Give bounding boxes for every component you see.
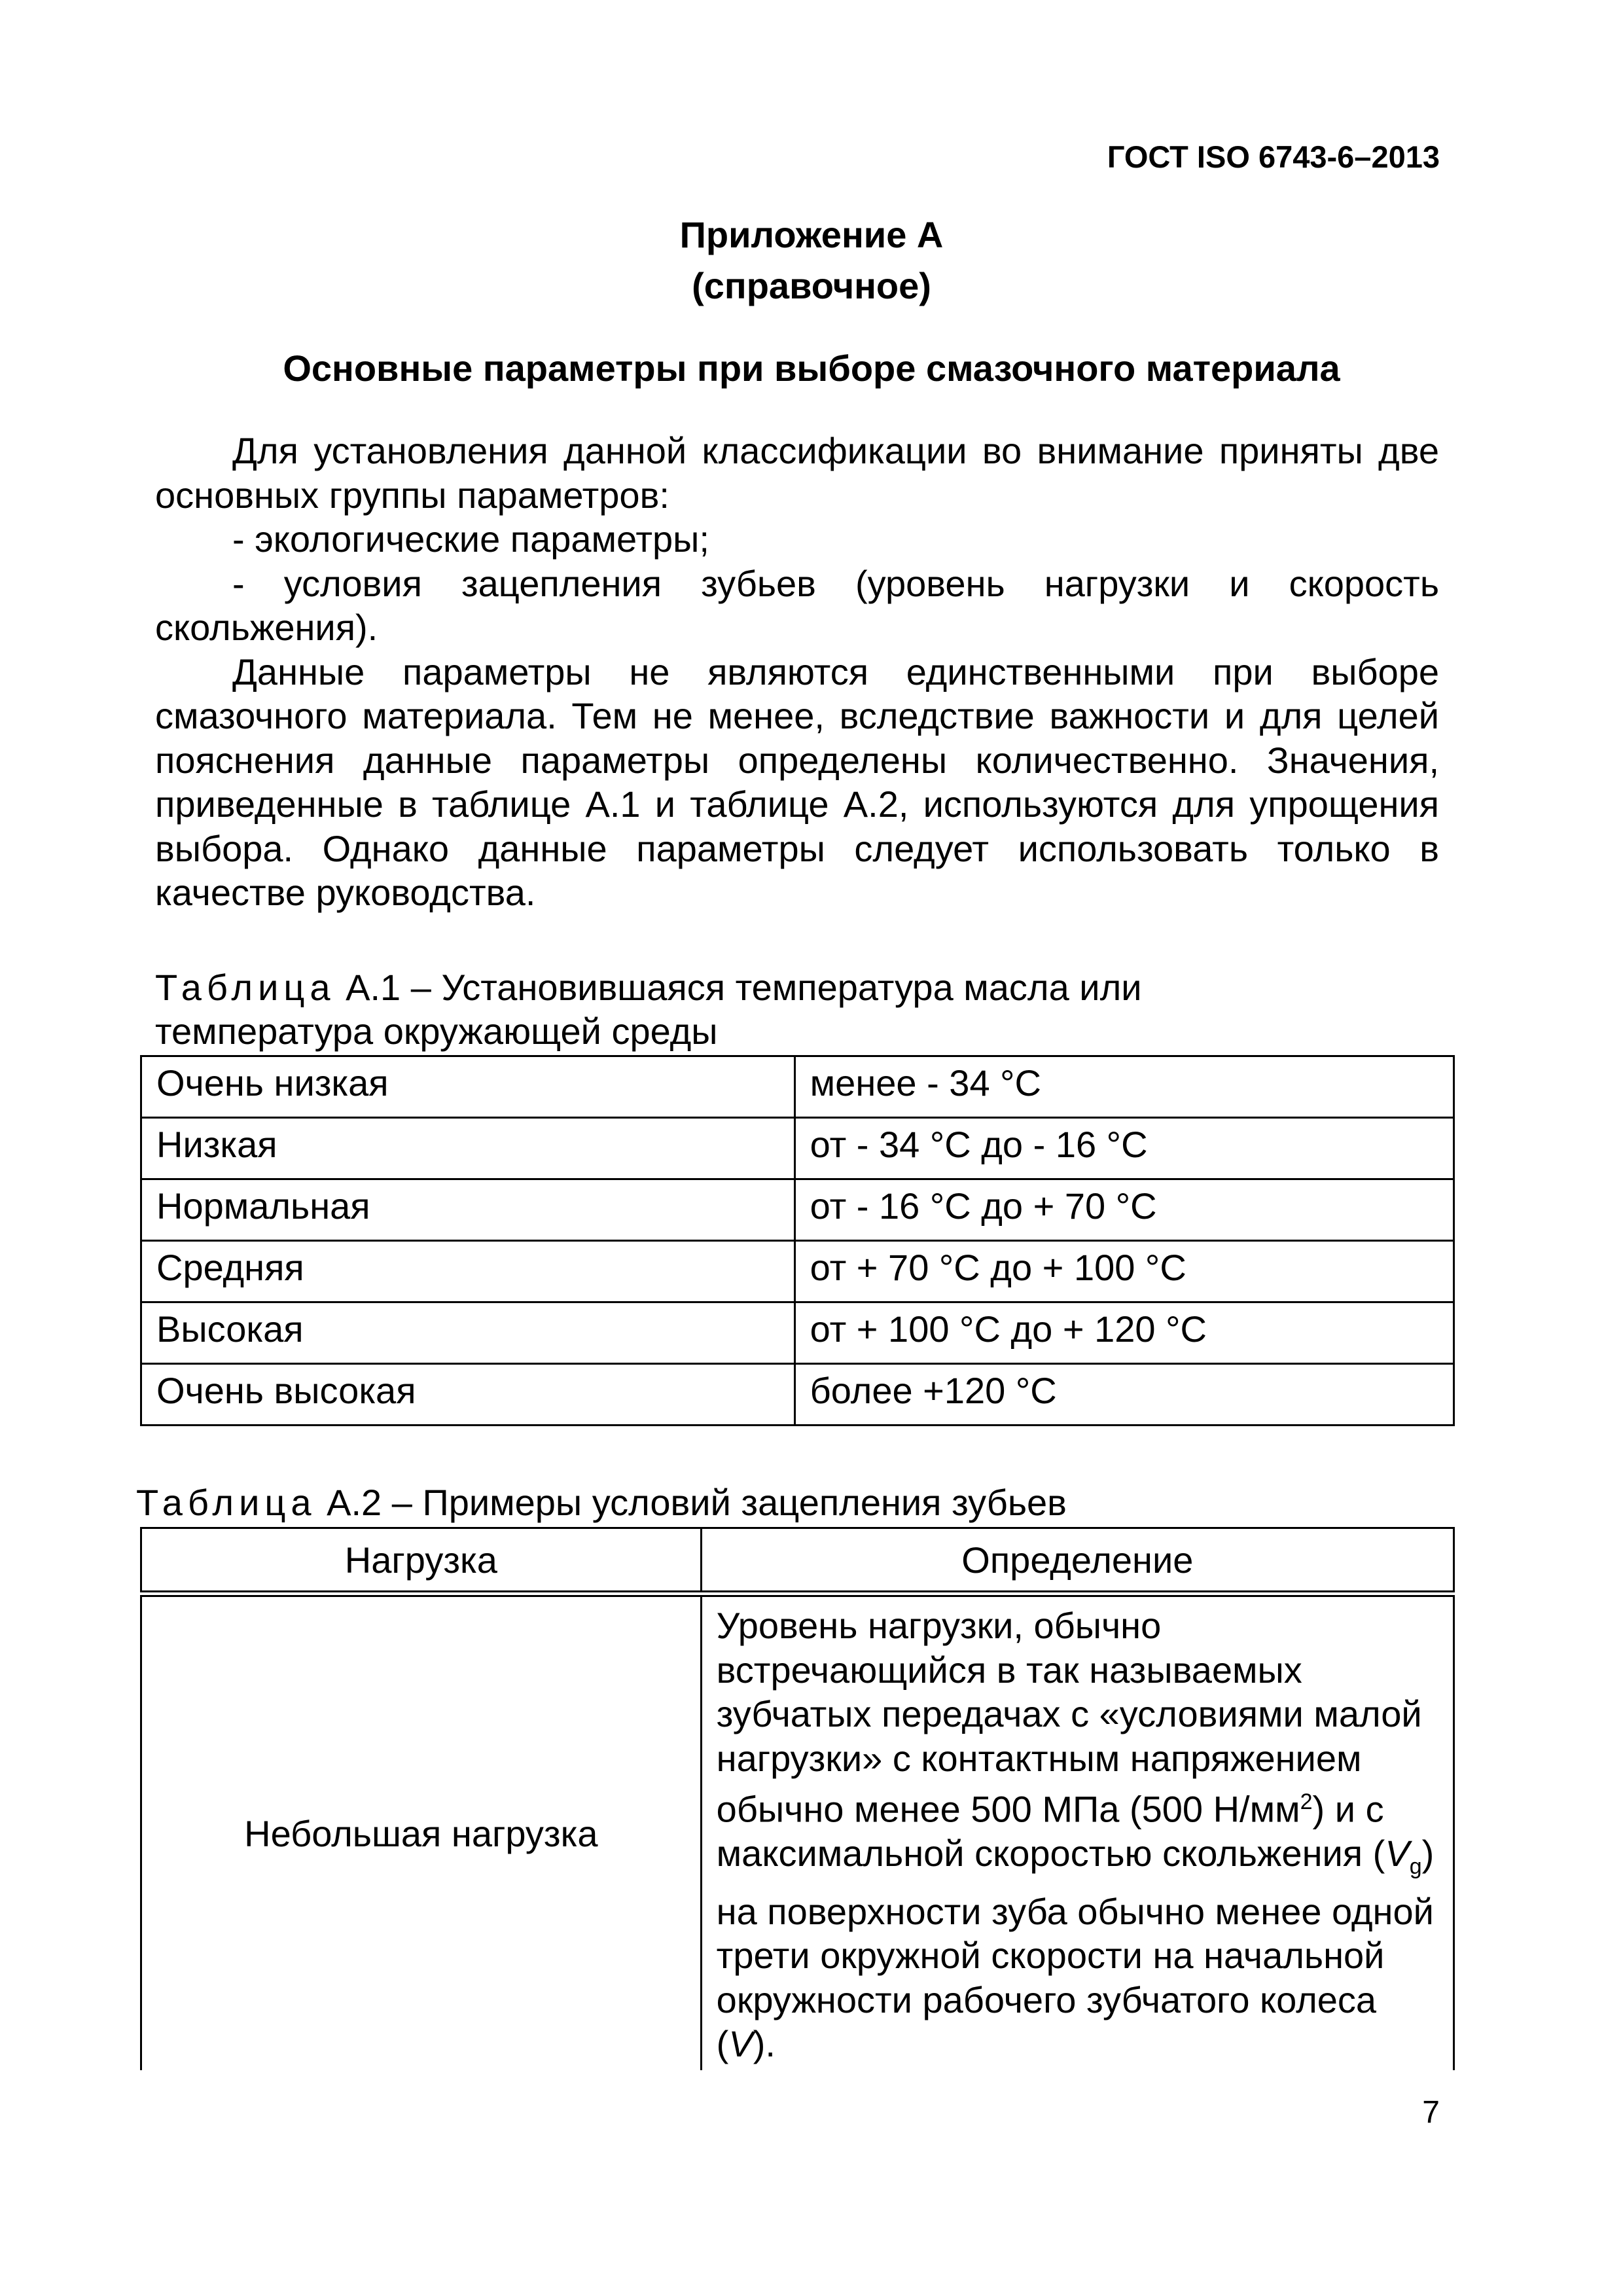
table-row xyxy=(141,1302,1454,1364)
load-definition xyxy=(701,1594,1454,2070)
table1-label: Таблица xyxy=(155,967,336,1008)
annex-subtitle: (справочное) xyxy=(692,265,931,306)
header-load: Нагрузка xyxy=(141,1528,702,1594)
temperature-range: менее - 34 °С xyxy=(794,1056,1454,1118)
definition-text: ) на поверхности зуба обычно менее одной трети окружной скорости на начальной окружности рабочего зубчатого колеса ( xyxy=(716,1833,1435,2065)
page-number: 7 xyxy=(1422,2095,1440,2130)
list-item-ecology: - экологические параметры; xyxy=(232,518,709,560)
superscript: 2 xyxy=(1300,1789,1313,1814)
meshing-conditions-table xyxy=(140,1527,1455,2070)
table1-caption-text: А.1 – Установившаяся температура масла или температура окружающей среды xyxy=(155,967,1142,1052)
temperature-range: более +120 °С xyxy=(794,1364,1454,1426)
temperature-level: Нормальная xyxy=(141,1179,795,1241)
temperature-range: от + 70 °С до + 100 °С xyxy=(794,1241,1454,1302)
table2-caption-text: А.2 – Примеры условий зацепления зубьев xyxy=(327,1482,1067,1523)
body-text xyxy=(155,429,1439,915)
table-row xyxy=(141,1594,1454,2070)
velocity-symbol: V xyxy=(728,2023,753,2065)
table-header-row xyxy=(141,1528,1454,1594)
temperature-range: от + 100 °С до + 120 °С xyxy=(794,1302,1454,1364)
definition-text: Уровень нагрузки, обычно встречающийся в так называемых зубчатых передачах с «условиями малой нагрузки» с контактным напряжением обычно менее 500 МПа (500 Н/мм xyxy=(716,1605,1422,1830)
standard-code: ГОСТ ISO 6743-6–2013 xyxy=(1107,139,1440,174)
intro-paragraph: Для установления данной классификации во внимание приняты две основных группы параметров: xyxy=(155,430,1439,516)
table2-caption xyxy=(136,1480,1314,1524)
temperature-table xyxy=(140,1055,1455,1426)
temperature-level: Низкая xyxy=(141,1118,795,1179)
table-row xyxy=(141,1364,1454,1426)
table-row xyxy=(141,1241,1454,1302)
velocity-symbol: V xyxy=(1385,1833,1410,1874)
annex-heading xyxy=(0,209,1623,312)
load-level: Небольшая нагрузка xyxy=(141,1594,702,2070)
definition-text: ) и с максимальной скоростью скольжения ( xyxy=(716,1788,1385,1874)
temperature-level: Очень высокая xyxy=(141,1364,795,1426)
note-paragraph: Данные параметры не являются единственными при выборе смазочного материала. Тем не менее, вследствие важности и для целей пояснения данные параметры определены количественно. Значения, приведенные в таблице А.1 и таблице А.2, используются для упрощения выбора. Однако данные параметры следует использовать только в качестве руководства. xyxy=(155,651,1439,913)
header-definition: Определение xyxy=(701,1528,1454,1594)
temperature-level: Средняя xyxy=(141,1241,795,1302)
temperature-level: Высокая xyxy=(141,1302,795,1364)
temperature-range: от - 16 °С до + 70 °С xyxy=(794,1179,1454,1241)
table2-label: Таблица xyxy=(136,1482,317,1523)
temperature-range: от - 34 °С до - 16 °С xyxy=(794,1118,1454,1179)
annex-title: Приложение А xyxy=(679,214,944,255)
table-row xyxy=(141,1179,1454,1241)
section-title: Основные параметры при выборе смазочного материала xyxy=(283,348,1340,389)
table1-caption xyxy=(155,965,1268,1053)
table-row xyxy=(141,1118,1454,1179)
subscript: g xyxy=(1409,1854,1422,1880)
table-row xyxy=(141,1056,1454,1118)
temperature-level: Очень низкая xyxy=(141,1056,795,1118)
list-item-meshing: - условия зацепления зубьев (уровень нагрузки и скорость скольжения). xyxy=(155,562,1439,648)
definition-text: ). xyxy=(753,2023,776,2065)
